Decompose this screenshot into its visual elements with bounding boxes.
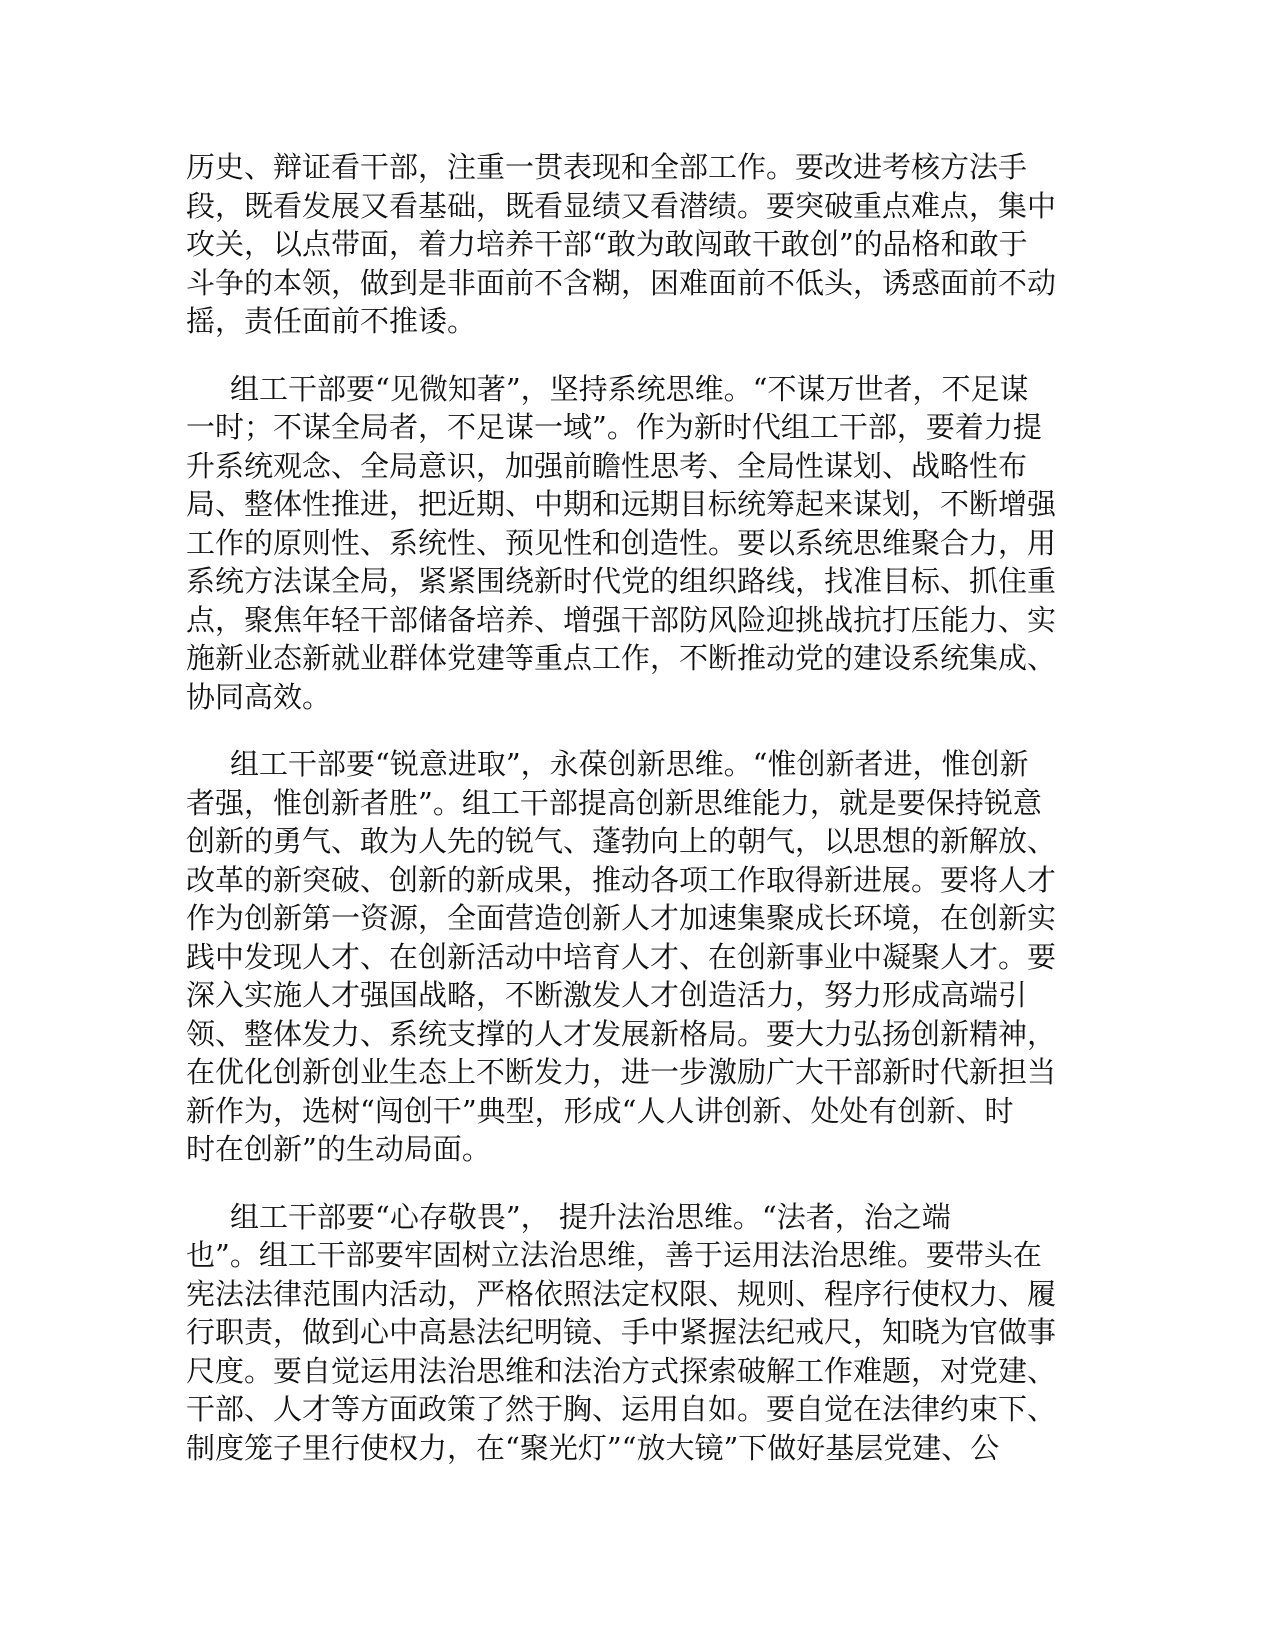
text-line: 宪法法律范围内活动，严格依照法定权限、规则、程序行使权力、履 [186, 1276, 1057, 1311]
paragraph-systems-thinking [186, 370, 1076, 717]
text-line: 也”。组工干部要牢固树立法治思维，善于运用法治思维。要带头在 [186, 1238, 1042, 1272]
text-line: 协同高效。 [186, 679, 332, 714]
text-line: 新作为，选树“闯创干”典型，形成“人人讲创新、处处有创新、时 [186, 1093, 1014, 1128]
text-line: 改革的新突破、创新的新成果，推动各项工作取得新进展。要将人才 [186, 862, 1057, 897]
text-line: 干部、人才等方面政策了然于胸、运用自如。要自觉在法律约束下、 [186, 1392, 1057, 1426]
text-line: 斗争的本领，做到是非面前不含糊，困难面前不低头，诱惑面前不动 [186, 265, 1057, 300]
text-line: 领、整体发力、系统支撑的人才发展新格局。要大力弘扬创新精神， [186, 1016, 1057, 1051]
text-line: 点，聚焦年轻干部储备培养、增强干部防风险迎挑战抗打压能力、实 [186, 602, 1057, 637]
text-line: 组工干部要“心存敬畏”， 提升法治思维。“法者，治之端 [230, 1199, 951, 1234]
text-line: 组工干部要“见微知著”，坚持系统思维。“不谋万世者，不足谋 [230, 371, 1029, 406]
text-line: 一时；不谋全局者，不足谋一域”。作为新时代组工干部，要着力提 [186, 410, 1042, 444]
text-line: 组工干部要“锐意进取”，永葆创新思维。“惟创新者进，惟创新 [230, 747, 1029, 781]
document-body [186, 148, 1076, 1496]
text-line: 创新的勇气、敢为人先的锐气、蓬勃向上的朝气，以思想的新解放、 [186, 824, 1057, 858]
text-line: 施新业态新就业群体党建等重点工作，不断推动党的建设系统集成、 [186, 641, 1057, 675]
text-line: 者强，惟创新者胜”。组工干部提高创新思维能力，就是要保持锐意 [186, 785, 1042, 820]
text-line: 摇，责任面前不推诿。 [186, 304, 477, 338]
paragraph-rule-of-law-thinking [186, 1198, 1076, 1468]
text-line: 制度笼子里行使权力，在“聚光灯”“放大镜”下做好基层党建、公 [186, 1430, 1000, 1465]
paragraph-innovation-thinking [186, 745, 1076, 1169]
text-line: 工作的原则性、系统性、预见性和创造性。要以系统思维聚合力，用 [186, 525, 1057, 560]
text-line: 攻关，以点带面，着力培养干部“敢为敢闯敢干敢创”的品格和敢于 [186, 227, 1028, 261]
text-line: 在优化创新创业生态上不断发力，进一步激励广大干部新时代新担当 [186, 1055, 1057, 1089]
text-line: 深入实施人才强国战略，不断激发人才创造活力，努力形成高端引 [186, 978, 1028, 1012]
text-line: 行职责，做到心中高悬法纪明镜、手中紧握法纪戒尺，知晓为官做事 [186, 1315, 1057, 1349]
text-line: 践中发现人才、在创新活动中培育人才、在创新事业中凝聚人才。要 [186, 939, 1057, 974]
text-line: 升系统观念、全局意识，加强前瞻性思考、全局性谋划、战略性布 [186, 448, 1028, 483]
paragraph-evaluation [186, 148, 1076, 341]
text-line: 系统方法谋全局，紧紧围绕新时代党的组织路线，找准目标、抓住重 [186, 564, 1057, 598]
text-line: 历史、辩证看干部，注重一贯表现和全部工作。要改进考核方法手 [186, 150, 1028, 184]
text-line: 时在创新”的生动局面。 [186, 1132, 491, 1166]
text-line: 局、整体性推进，把近期、中期和远期目标统筹起来谋划，不断增强 [186, 487, 1057, 521]
text-line: 作为创新第一资源，全面营造创新人才加速集聚成长环境，在创新实 [186, 901, 1057, 935]
text-line: 尺度。要自觉运用法治思维和法治方式探索破解工作难题，对党建、 [186, 1353, 1057, 1388]
text-line: 段，既看发展又看基础，既看显绩又看潜绩。要突破重点难点，集中 [186, 188, 1057, 223]
